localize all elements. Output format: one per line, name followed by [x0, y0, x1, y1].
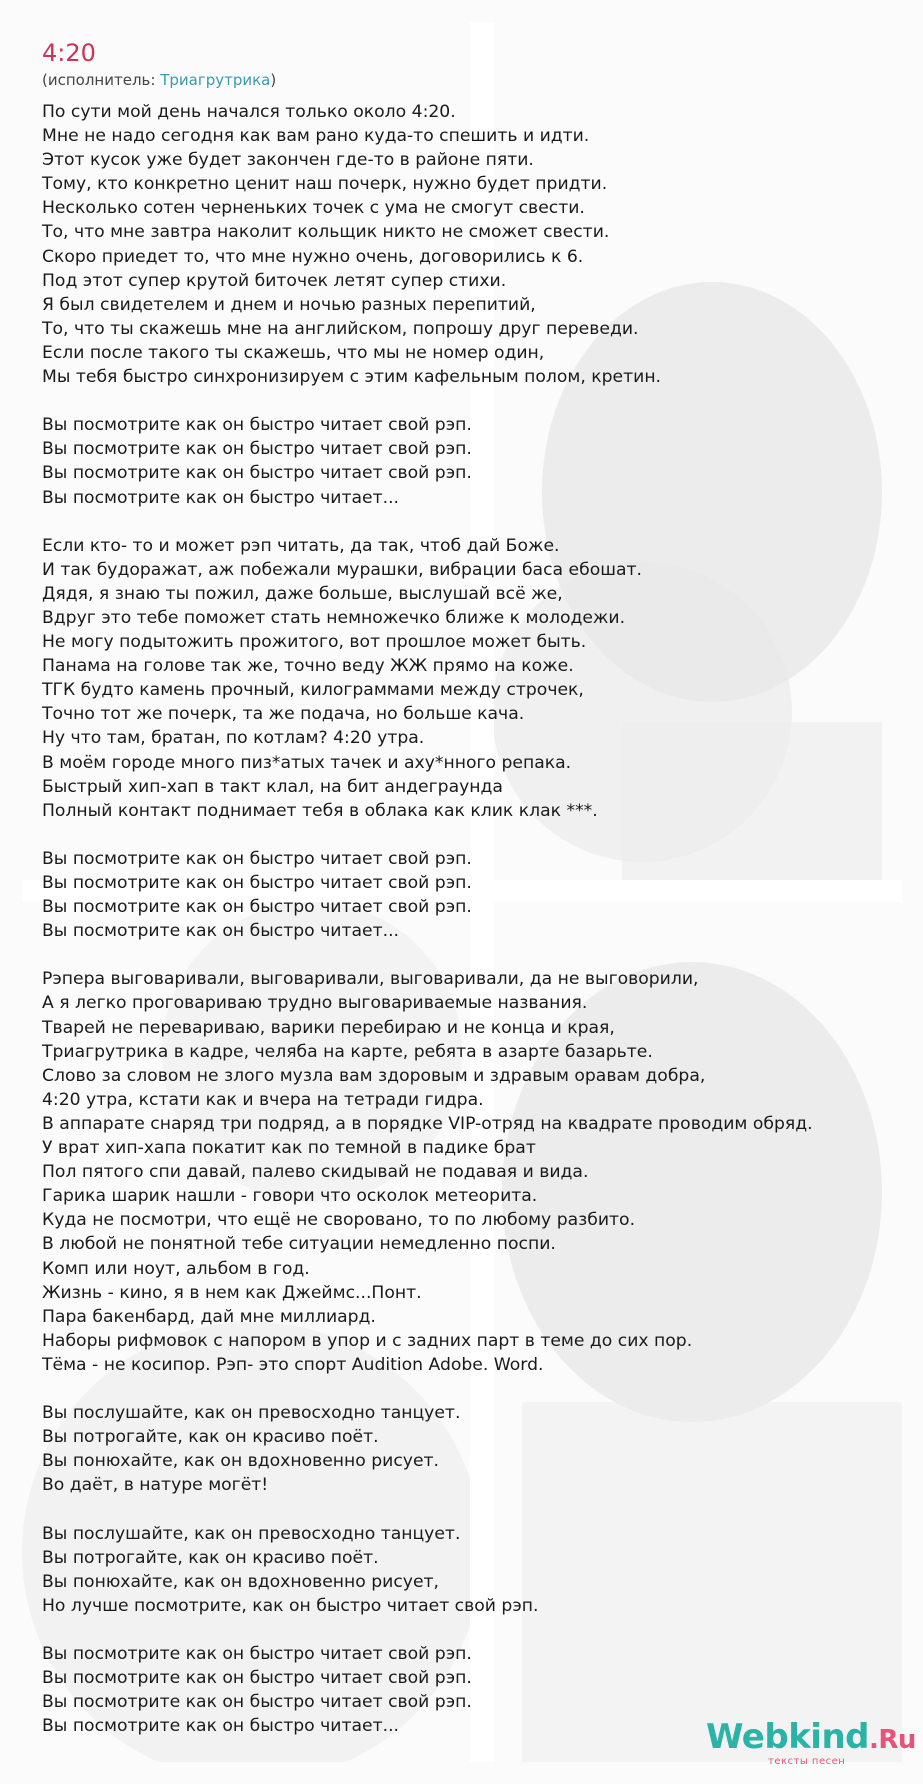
lyrics-stanza: [42, 847, 922, 943]
lyrics-line: Вы послушайте, как он превосходно танцует.: [42, 1403, 461, 1424]
lyrics-stanza: [42, 1401, 922, 1497]
lyrics-line: Этот кусок уже будет закончен где-то в районе пяти.: [42, 150, 534, 171]
lyrics-body: [42, 100, 922, 1762]
lyrics-line: И так будоражат, аж побежали мурашки, вибрации баса ебошат.: [42, 559, 642, 580]
lyrics-line: Если кто- то и может рэп читать, да так, чтоб дай Боже.: [42, 535, 560, 556]
lyrics-line: ТГК будто камень прочный, килограммами между строчек,: [42, 680, 584, 701]
lyrics-line: Вы посмотрите как он быстро читает свой рэп.: [42, 848, 472, 869]
lyrics-line: По сути мой день начался только около 4:20.: [42, 102, 456, 122]
lyrics-line: У врат хип-хапа покатит как по темной в падике брат: [42, 1138, 536, 1159]
logo-tagline: тексты песен: [768, 1756, 846, 1767]
lyrics-line: Вы посмотрите как он быстро читает...: [42, 921, 399, 942]
lyrics-stanza: [42, 100, 922, 389]
lyrics-line: Вы послушайте, как он превосходно танцует.: [42, 1523, 461, 1544]
lyrics-line: Наборы рифмовок с напором в упор и с задних парт в теме до сих пор.: [42, 1330, 693, 1351]
lyrics-line: Вы посмотрите как он быстро читает свой рэп.: [42, 873, 472, 893]
lyrics-line: А я легко проговариваю трудно выговариваемые названия.: [42, 993, 588, 1014]
lyrics-line: Вы потрогайте, как он красиво поёт.: [42, 1547, 379, 1568]
lyrics-line: Но лучше посмотрите, как он быстро читает свой рэп.: [42, 1595, 539, 1616]
lyrics-line: Вы посмотрите как он быстро читает свой рэп.: [42, 415, 472, 436]
lyrics-line: Комп или ноут, альбом в год.: [42, 1258, 310, 1279]
lyrics-line: В любой не понятной тебе ситуации немедленно поспи.: [42, 1234, 556, 1255]
lyrics-line: В моём городе много пиз*атых тачек и аху*нного репака.: [42, 752, 572, 773]
lyrics-line: Во даёт, в натуре могёт!: [42, 1475, 269, 1496]
lyrics-line: Вы посмотрите как он быстро читает...: [42, 1716, 399, 1737]
lyrics-line: Я был свидетелем и днем и ночью разных перепитий,: [42, 294, 536, 315]
song-title: 4:20: [42, 39, 96, 67]
lyrics-line: Быстрый хип-хап в такт клал, на бит андеграунда: [42, 776, 503, 797]
performer-link[interactable]: Триагрутрика: [160, 71, 271, 89]
lyrics-line: Гарика шарик нашли - говори что осколок метеорита.: [42, 1186, 538, 1207]
performer-prefix: (исполнитель:: [42, 71, 161, 89]
lyrics-line: Тёма - не косипор. Рэп- это спорт Audition Adobe. Word.: [42, 1354, 544, 1375]
lyrics-line: Вы понюхайте, как он вдохновенно рисует,: [42, 1571, 440, 1592]
lyrics-line: Если после такого ты скажешь, что мы не номер один,: [42, 342, 545, 363]
lyrics-line: Вы посмотрите как он быстро читает свой рэп.: [42, 1644, 472, 1664]
lyrics-line: Не могу подытожить прожитого, вот прошлое может быть.: [42, 632, 587, 653]
lyrics-line: Несколько сотен черненьких точек с ума не смогут свести.: [42, 198, 585, 219]
lyrics-line: Вы понюхайте, как он вдохновенно рисует.: [42, 1451, 440, 1472]
lyrics-line: 4:20 утра, кстати как и вчера на тетради гидра.: [42, 1089, 484, 1110]
lyrics-stanza: [42, 534, 922, 823]
webkind-logo[interactable]: [706, 1717, 916, 1768]
lyrics-line: Вы потрогайте, как он красиво поёт.: [42, 1427, 379, 1448]
lyrics-line: Тварей не перевариваю, варики перебираю и не конца и края,: [42, 1017, 615, 1038]
song-header: [42, 38, 276, 90]
lyrics-stanza: [42, 1522, 922, 1618]
lyrics-line: Вы посмотрите как он быстро читает свой рэп.: [42, 897, 472, 918]
lyrics-stanza: [42, 967, 922, 1377]
lyrics-line: Точно тот же почерк, та же подача, но больше кача.: [42, 704, 525, 725]
logo-main-text: Webkind: [706, 1717, 869, 1757]
lyrics-line: Скоро приедет то, что мне нужно очень, договорились к 6.: [42, 246, 584, 267]
lyrics-line: Рэпера выговаривали, выговаривали, выговаривали, да не выговорили,: [42, 969, 699, 990]
performer-line: [42, 70, 276, 90]
lyrics-line: Дядя, я знаю ты пожил, даже больше, выслушай всё же,: [42, 583, 563, 604]
lyrics-line: Вы посмотрите как он быстро читает...: [42, 487, 399, 508]
logo-tld: .Ru: [869, 1725, 916, 1755]
performer-suffix: ): [270, 71, 277, 89]
lyrics-line: В аппарате снаряд три подряд, а в порядке VIP-отряд на квадрате проводим обряд.: [42, 1113, 813, 1134]
lyrics-line: Полный контакт поднимает тебя в облака как клик клак ***.: [42, 800, 598, 821]
lyrics-line: Вы посмотрите как он быстро читает свой рэп.: [42, 1668, 472, 1689]
lyrics-line: Триагрутрика в кадре, челяба на карте, ребята в азарте базарьте.: [42, 1041, 653, 1062]
lyrics-line: Слово за словом не злого музла вам здоровым и здравым оравам добра,: [42, 1065, 706, 1086]
lyrics-line: Вы посмотрите как он быстро читает свой рэп.: [42, 463, 472, 484]
lyrics-line: Жизнь - кино, я в нем как Джеймс...Понт.: [42, 1282, 422, 1303]
lyrics-line: Вдруг это тебе поможет стать немножечко ближе к молодежи.: [42, 607, 626, 628]
lyrics-line: Куда не посмотри, что ещё не своровано, то по любому разбито.: [42, 1210, 636, 1231]
lyrics-line: Тому, кто конкретно ценит наш почерк, нужно будет придти.: [42, 174, 608, 195]
logo-text: [706, 1717, 916, 1759]
lyrics-stanza: [42, 413, 922, 509]
lyrics-line: Пол пятого спи давай, палево скидывай не подавая и вида.: [42, 1162, 589, 1183]
lyrics-line: Панама на голове так же, точно веду ЖЖ прямо на коже.: [42, 656, 574, 677]
lyrics-line: То, что мне завтра наколит кольщик никто не сможет свести.: [42, 222, 610, 243]
lyrics-line: Мне не надо сегодня как вам рано куда-то спешить и идти.: [42, 126, 590, 147]
lyrics-line: Вы посмотрите как он быстро читает свой рэп.: [42, 439, 472, 460]
lyrics-line: Мы тебя быстро синхронизируем с этим кафельным полом, кретин.: [42, 367, 662, 388]
lyrics-line: Ну что там, братан, по котлам? 4:20 утра.: [42, 728, 425, 749]
lyrics-line: То, что ты скажешь мне на английском, попрошу друг переведи.: [42, 318, 639, 339]
lyrics-line: Под этот супер крутой биточек летят супер стихи.: [42, 270, 507, 291]
lyrics-line: Вы посмотрите как он быстро читает свой рэп.: [42, 1692, 472, 1713]
lyrics-line: Пара бакенбард, дай мне миллиард.: [42, 1306, 376, 1327]
